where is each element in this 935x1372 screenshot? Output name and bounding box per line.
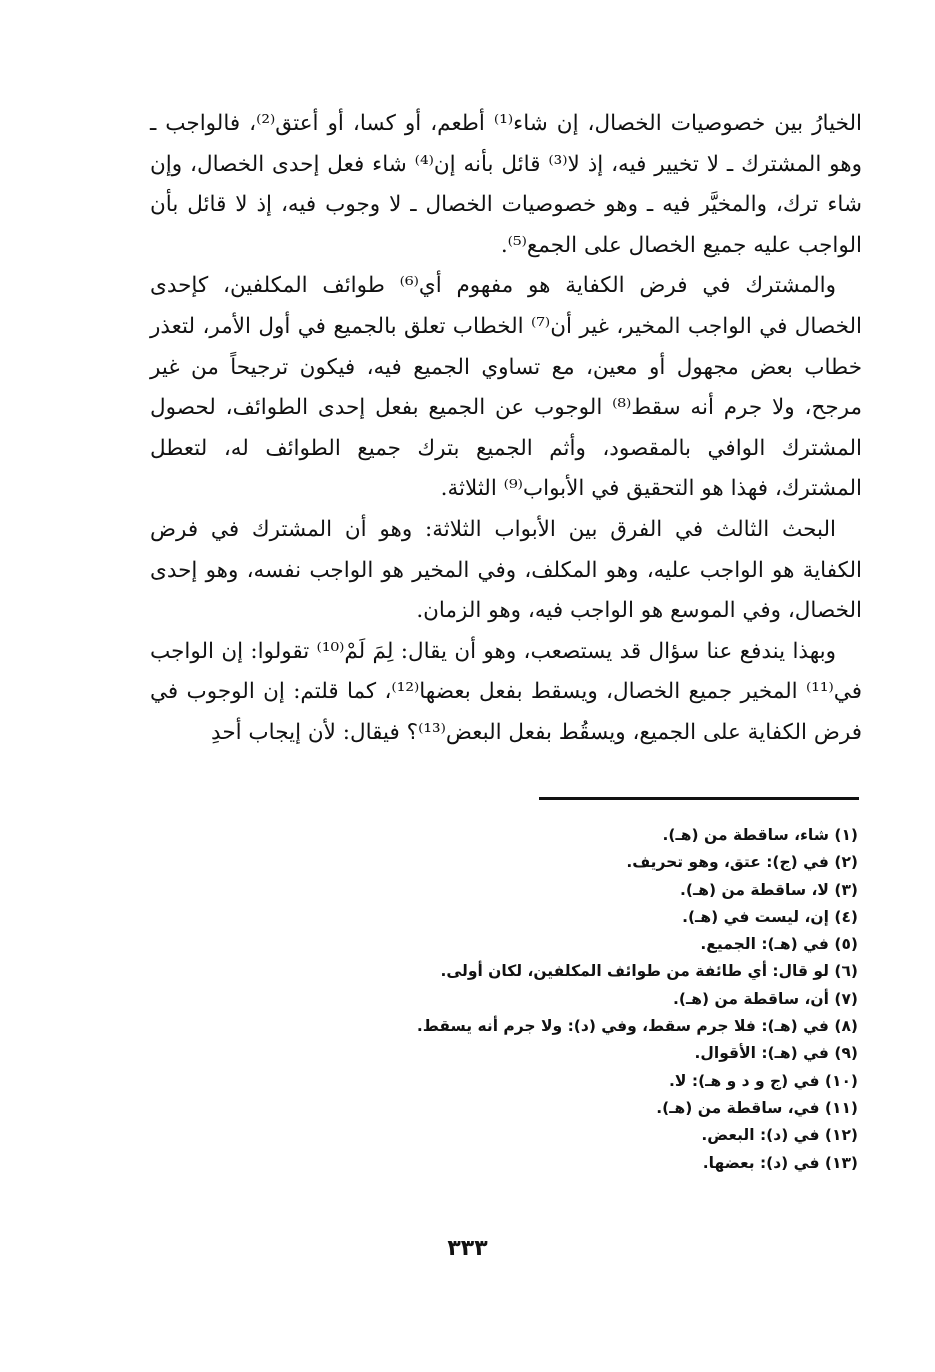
footnote: (٦) لو قال: أي طائفة من طوائف المكلفين، لكان أولى. [440, 962, 858, 981]
paragraph: والمشترك في فرض الكفاية هو مفهوم أي⁽⁶⁾ طوائف المكلفين، كإحدى الخصال في الواجب المخير، غير أن⁽⁷⁾ الخطاب تعلق بالجميع في أول الأمر، لتعذر خطاب بعض مجهول أو معين، مع تساوي الجميع فيه، فيكون ترجيحاً من غير مرجح، ولا جرم أنه سقط⁽⁸⁾ الوجوب عن الجميع بفعل إحدى الطوائف، لحصول المشترك الوافي بالمقصود، وأثم الجميع بترك جميع الطوائف له، لتعطل المشترك، فهذا هو التحقيق في الأبواب⁽⁹⁾ الثلاثة. [150, 273, 862, 502]
footnote: (١٣) في (د): بعضها. [702, 1153, 858, 1172]
footnote: (٧) أن، ساقطة من (هـ). [672, 989, 858, 1008]
footnote: (٤) إن، ليست في (هـ). [682, 907, 858, 926]
paragraph: الخيارُ بين خصوصيات الخصال، إن شاء⁽¹⁾ أطعم، أو كسا، أو أعتق⁽²⁾، فالواجب ـ وهو المشترك ـ لا تخيير فيه، إذ لا⁽³⁾ قائل بأنه إن⁽⁴⁾ شاء فعل إحدى الخصال، وإن شاء ترك، والمخيَّر فيه ـ وهو خصوصيات الخصال ـ لا وجوب فيه، إذ لا قائل بأن الواجب عليه جميع الخصال على الجمع⁽⁵⁾. [150, 111, 862, 258]
footnote: (١٢) في (د): البعض. [701, 1126, 858, 1145]
footnote: (١٠) في (ج و د و هـ): لا. [669, 1071, 858, 1090]
footnote-divider [539, 797, 859, 800]
paragraph: وبهذا يندفع عنا سؤال قد يستصعب، وهو أن يقال: لِمَ لَمْ⁽¹⁰⁾ تقولوا: إن الواجب في⁽¹¹⁾ المخير جميع الخصال، ويسقط بفعل بعضها⁽¹²⁾، كما قلتم: إن الوجوب في فرض الكفاية على الجميع، ويسقُط بفعل البعض⁽¹³⁾؟ فيقال: لأن إيجاب أحدِ [150, 638, 862, 745]
footnote: (١١) في، ساقطة من (هـ). [656, 1098, 858, 1117]
page-number: ٣٣٣ [447, 1236, 488, 1261]
paragraph: البحث الثالث في الفرق بين الأبواب الثلاثة: وهو أن المشترك في فرض الكفاية هو الواجب عليه، وهو المكلف، وفي المخير هو الواجب نفسه، وهو إحدى الخصال، وفي الموسع هو الواجب فيه، وهو الزمان. [150, 516, 862, 624]
footnote: (٣) لا، ساقطة من (هـ). [679, 880, 858, 899]
footnote: (١) شاء، ساقطة من (هـ). [662, 826, 858, 844]
main-text [150, 104, 862, 754]
footnotes-list [300, 822, 858, 1177]
footnote: (٨) في (هـ): فلا جرم سقط، وفي (د): ولا جرم أنه يسقط. [416, 1017, 858, 1036]
footnote: (٥) في (هـ): الجميع. [700, 935, 858, 954]
footnote: (٢) في (ج): عتق، وهو تحريف. [626, 853, 858, 872]
footnote: (٩) في (هـ): الأقوال. [694, 1044, 858, 1063]
